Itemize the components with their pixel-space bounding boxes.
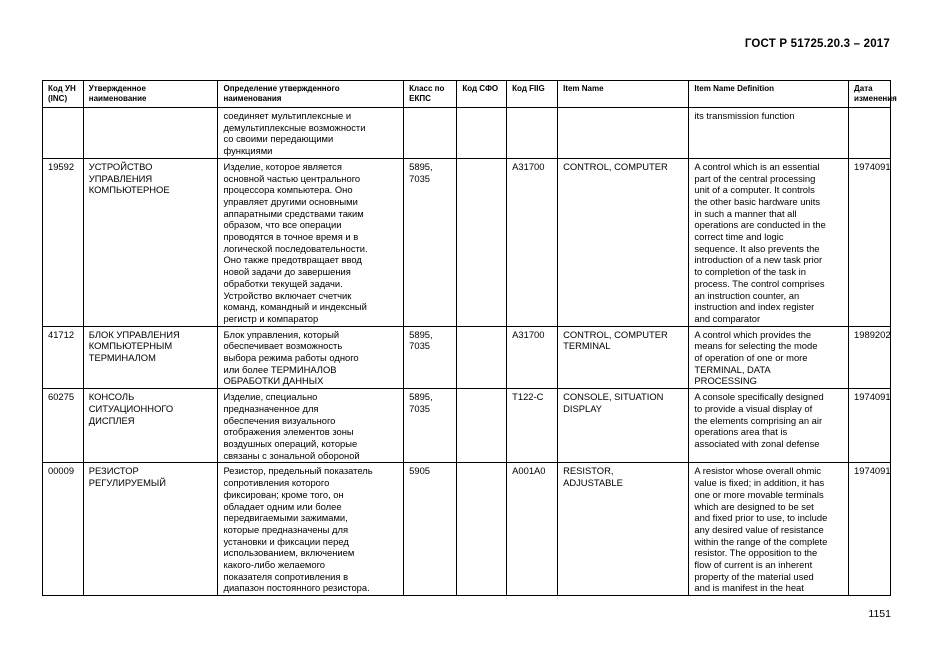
cell-date	[849, 108, 891, 159]
cell-ekps-class: 5905	[404, 463, 457, 596]
table-row	[43, 463, 891, 596]
cell-approved-name: БЛОК УПРАВЛЕНИЯ КОМПЬЮТЕРНЫМ ТЕРМИНАЛОМ	[83, 326, 218, 389]
cell-date: 1989202	[849, 326, 891, 389]
cell-item-definition: A resistor whose overall ohmic value is fixed; in addition, it has one or more movable terminals which are designed to be set and fixed prior to use, to include any desired value of resistance within the range of the complete resistor. The opposition to the flow of current is an inherent property of the material used and is manifest in the heat	[689, 463, 849, 596]
cell-sfo-code	[457, 389, 507, 463]
cell-approved-name: КОНСОЛЬ СИТУАЦИОННОГО ДИСПЛЕЯ	[83, 389, 218, 463]
cell-item-definition: A control which is an essential part of the central processing unit of a computer. It controls the other basic hardware units in such a manner that all operations are conducted in the correct time and logic sequence. It also prevents the introduction of a new task prior to completion of the task in process. The control comprises an instruction counter, an instruction and index register and comparator	[689, 158, 849, 326]
cell-sfo-code	[457, 158, 507, 326]
cell-date: 1974091	[849, 463, 891, 596]
cell-item-name: CONSOLE, SITUATION DISPLAY	[558, 389, 689, 463]
cell-definition: соединяет мультиплексные и демультиплексные возможности со своими передающими функциями	[218, 108, 404, 159]
header-inc: Код УН (INC)	[43, 81, 84, 108]
table-row	[43, 389, 891, 463]
cell-item-name: CONTROL, COMPUTER	[558, 158, 689, 326]
cell-item-definition: its transmission function	[689, 108, 849, 159]
cell-ekps-class: 5895, 7035	[404, 389, 457, 463]
cell-inc	[43, 108, 84, 159]
cell-approved-name: УСТРОЙСТВО УПРАВЛЕНИЯ КОМПЬЮТЕРНОЕ	[83, 158, 218, 326]
page-number: 1151	[868, 608, 891, 620]
header-item-name: Item Name	[558, 81, 689, 108]
cell-approved-name	[83, 108, 218, 159]
cell-fiig-code	[507, 108, 558, 159]
cell-approved-name: РЕЗИСТОР РЕГУЛИРУЕМЫЙ	[83, 463, 218, 596]
cell-ekps-class: 5895, 7035	[404, 158, 457, 326]
table-row	[43, 108, 891, 159]
cell-inc: 60275	[43, 389, 84, 463]
cell-sfo-code	[457, 108, 507, 159]
cell-inc: 19592	[43, 158, 84, 326]
header-ekps-class: Класс по ЕКПС	[404, 81, 457, 108]
header-fiig-code: Код FIIG	[507, 81, 558, 108]
cell-fiig-code: A31700	[507, 326, 558, 389]
header-approved-name: Утвержденное наименование	[83, 81, 218, 108]
cell-definition: Блок управления, который обеспечивает возможность выбора режима работы одного или более ТЕРМИНАЛОВ ОБРАБОТКИ ДАННЫХ	[218, 326, 404, 389]
cell-ekps-class	[404, 108, 457, 159]
cell-date: 1974091	[849, 158, 891, 326]
cell-definition: Изделие, которое является основной частью центрального процессора компьютера. Оно управляет другими основными аппаратными средствами таким образом, что все операции проводятся в точное время и в логической последовательности. Оно также предотвращает ввод новой задачи до завершения обработки текущей задачи. Устройство включает счетчик команд, командный и индексный регистр и компаратор	[218, 158, 404, 326]
cell-inc: 00009	[43, 463, 84, 596]
cell-item-name: CONTROL, COMPUTER TERMINAL	[558, 326, 689, 389]
cell-item-name: RESISTOR, ADJUSTABLE	[558, 463, 689, 596]
cell-item-definition: A control which provides the means for selecting the mode of operation of one or more TERMINAL, DATA PROCESSING	[689, 326, 849, 389]
cell-ekps-class: 5895, 7035	[404, 326, 457, 389]
cell-definition: Резистор, предельный показатель сопротивления которого фиксирован; кроме того, он обладает одним или более передвигаемыми зажимами, которые предназначены для установки и фиксации перед использованием, включением какого-либо желаемого показателя сопротивления в диапазон постоянного резистора.	[218, 463, 404, 596]
cell-item-definition: A console specifically designed to provide a visual display of the elements comprising an air operations area that is associated with zonal defense	[689, 389, 849, 463]
header-item-definition: Item Name Definition	[689, 81, 849, 108]
header-definition: Определение утвержденного наименования	[218, 81, 404, 108]
cell-fiig-code: T122-C	[507, 389, 558, 463]
table-header-row	[43, 81, 891, 108]
cell-sfo-code	[457, 326, 507, 389]
catalog-table	[42, 80, 897, 596]
cell-fiig-code: A31700	[507, 158, 558, 326]
cell-item-name	[558, 108, 689, 159]
header-date: Дата изменения	[849, 81, 891, 108]
document-standard-header: ГОСТ Р 51725.20.3 – 2017	[744, 38, 890, 50]
cell-date: 1974091	[849, 389, 891, 463]
cell-definition: Изделие, специально предназначенное для обеспечения визуального отображения элементов зоны воздушных операций, которые связаны с зональной обороной	[218, 389, 404, 463]
header-sfo-code: Код СФО	[457, 81, 507, 108]
table-row	[43, 326, 891, 389]
table-row	[43, 158, 891, 326]
cell-fiig-code: A001A0	[507, 463, 558, 596]
cell-sfo-code	[457, 463, 507, 596]
cell-inc: 41712	[43, 326, 84, 389]
